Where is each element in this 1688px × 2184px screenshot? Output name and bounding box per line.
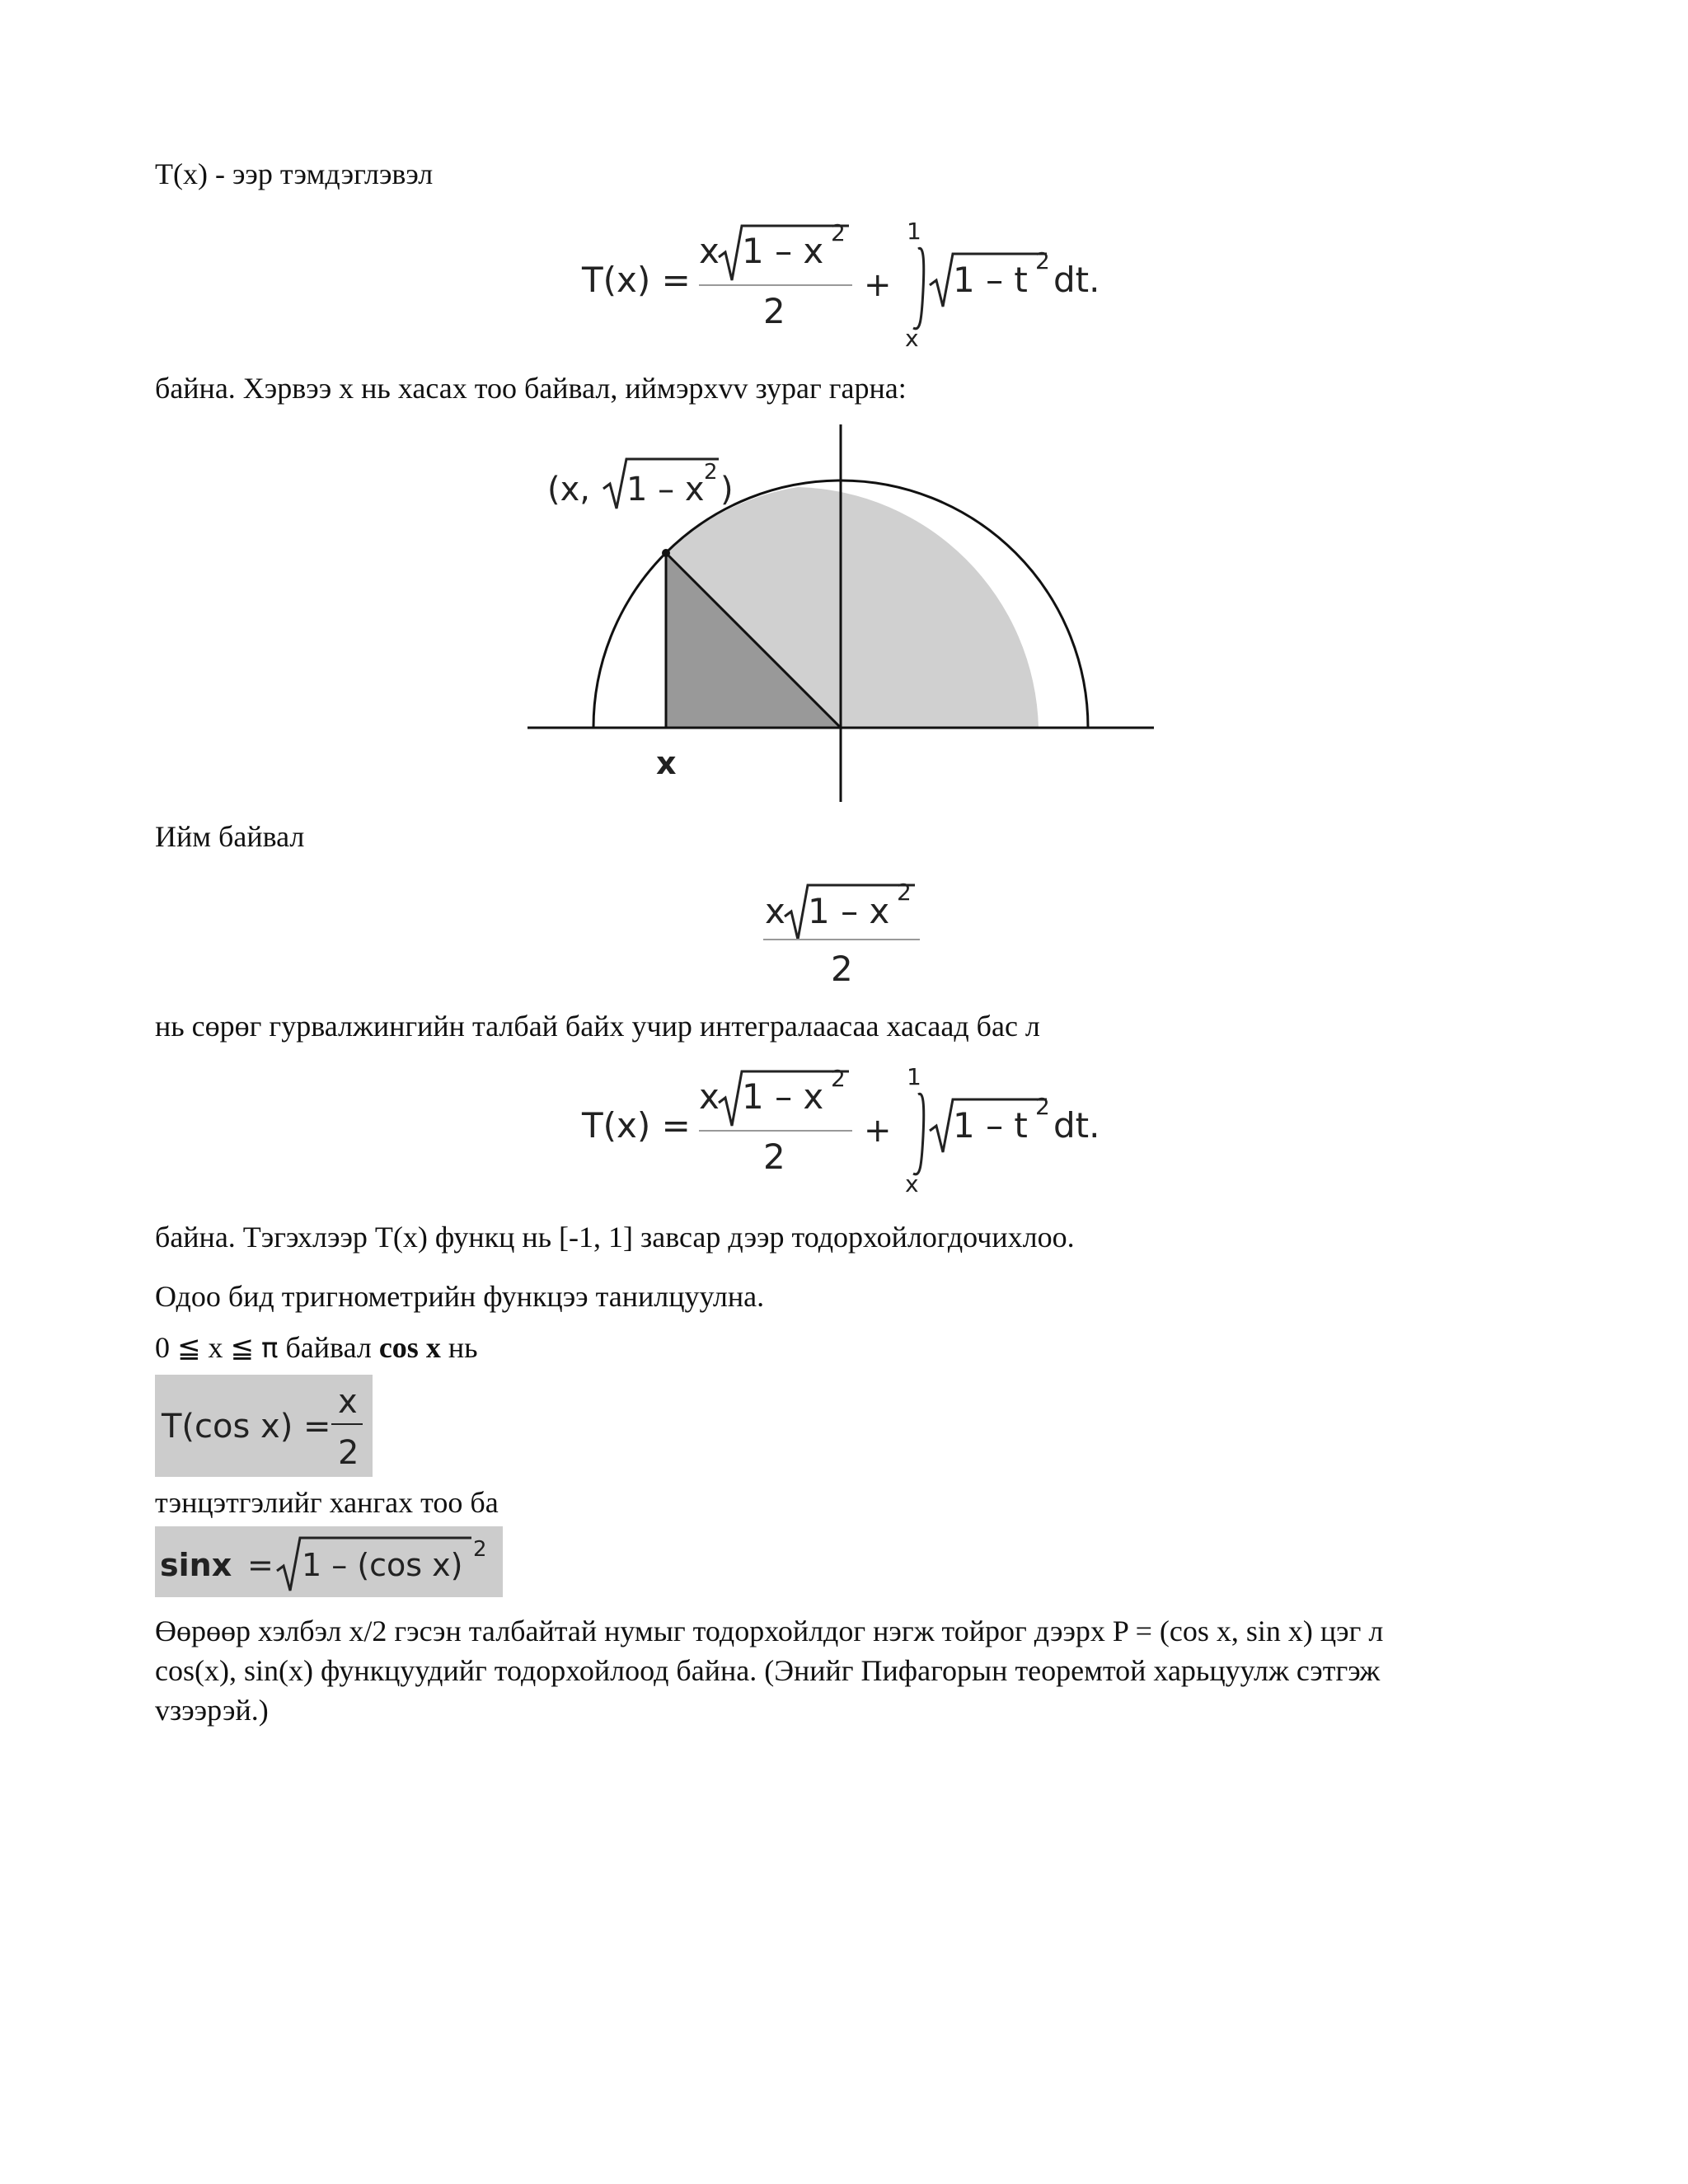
line7-mid: байвал bbox=[285, 1331, 372, 1364]
semicircle-figure bbox=[528, 416, 1154, 804]
formula1-lower-limit: x bbox=[905, 325, 919, 348]
formula2-exponent: 2 bbox=[897, 879, 912, 906]
formula1-int-radicand: 1 – t bbox=[953, 260, 1028, 300]
formula1b-integral-sign bbox=[913, 1094, 924, 1174]
point-label-radicand: 1 – x bbox=[626, 471, 705, 509]
point-marker bbox=[662, 549, 670, 557]
formula1b-dt: dt. bbox=[1053, 1105, 1100, 1146]
formula4-radicand: 1 – (cos x) bbox=[302, 1547, 463, 1583]
x-axis-label: x bbox=[656, 745, 677, 781]
formula1-integral-sign bbox=[913, 248, 924, 328]
text-line-11: vзээрэй.) bbox=[155, 1694, 269, 1727]
formula1b-num-x: x bbox=[699, 1076, 720, 1117]
text-line-2: байна. Хэрвээ x нь хасах тоо байвал, иймэрхvv зураг гарна: bbox=[155, 372, 907, 405]
formula1-lhs: T(x) = bbox=[582, 260, 691, 300]
line7-end: нь bbox=[448, 1331, 478, 1364]
formula1b-num-radicand: 1 – x bbox=[742, 1076, 824, 1117]
formula1b-lhs: T(x) = bbox=[582, 1105, 691, 1146]
formula-t-of-x-2 bbox=[569, 1062, 1113, 1193]
x-var: x bbox=[208, 1331, 223, 1364]
formula-sinx bbox=[155, 1526, 503, 1597]
text-line-5: байна. Тэгэхлээр T(x) функц нь [-1, 1] завсар дээр тодорхойлогдочихлоо. bbox=[155, 1221, 1075, 1254]
text-line-8: тэнцэтгэлийг хангах тоо ба bbox=[155, 1486, 499, 1519]
formula-fraction-2 bbox=[758, 872, 940, 996]
formula1-num-exponent: 2 bbox=[831, 219, 846, 246]
formula4-lhs: sinx bbox=[160, 1547, 232, 1583]
formula1-dt: dt. bbox=[1053, 260, 1100, 300]
formula1b-int-exponent: 2 bbox=[1035, 1093, 1050, 1120]
text-line-4: нь сөрөг гурвалжингийн талбай байх учир интегралаасаа хасаад бас л bbox=[155, 1010, 1040, 1043]
leq-symbol-1: ≦ bbox=[177, 1332, 201, 1365]
formula1b-plus: + bbox=[864, 1112, 892, 1150]
text-line-10: cos(x), sin(x) функцуудийг тодорхойлоод байна. (Энийг Пифагорын теоремтой харьцуулж сэтгэж bbox=[155, 1654, 1381, 1687]
point-label-open: (x, bbox=[547, 471, 590, 509]
formula1-plus: + bbox=[864, 266, 892, 304]
formula1-int-exponent: 2 bbox=[1035, 247, 1050, 274]
formula1-num-radicand: 1 – x bbox=[742, 231, 824, 271]
formula2-num-x: x bbox=[765, 891, 785, 931]
line7-bold: cos x bbox=[378, 1331, 441, 1364]
formula1b-den: 2 bbox=[763, 1137, 785, 1177]
zero: 0 bbox=[155, 1331, 170, 1364]
formula1b-int-radicand: 1 – t bbox=[953, 1105, 1028, 1146]
text-line-3: Ийм байвал bbox=[155, 820, 305, 853]
formula1b-upper-limit: 1 bbox=[907, 1063, 921, 1090]
point-label-exponent: 2 bbox=[704, 460, 718, 485]
formula1b-num-exponent: 2 bbox=[831, 1065, 846, 1092]
formula2-den: 2 bbox=[831, 949, 853, 989]
formula-t-cos bbox=[155, 1375, 373, 1477]
formula3-den: 2 bbox=[338, 1434, 359, 1472]
formula1-upper-limit: 1 bbox=[907, 218, 921, 245]
formula3-lhs: T(cos x) = bbox=[162, 1408, 331, 1446]
text-line-9: Өөрөөр хэлбэл x/2 гэсэн талбайтай нумыг тодорхойлдог нэгж тойрог дээрх P = (cos x, sin x) цэг л bbox=[155, 1615, 1384, 1647]
formula1b-lower-limit: x bbox=[905, 1170, 919, 1193]
leq-symbol-2: ≦ bbox=[230, 1332, 254, 1365]
formula4-exponent: 2 bbox=[473, 1537, 487, 1562]
formula-t-of-x-1 bbox=[569, 216, 1113, 348]
text-line-7 bbox=[155, 1329, 478, 1367]
formula3-num: x bbox=[338, 1383, 358, 1421]
formula2-radicand: 1 – x bbox=[808, 891, 890, 931]
pi-symbol: π bbox=[261, 1332, 279, 1365]
formula1-num-x: x bbox=[699, 231, 720, 271]
formula1-den: 2 bbox=[763, 291, 785, 331]
text-line-6: Одоо бид тригнометрийн функцээ танилцуулна. bbox=[155, 1280, 765, 1313]
point-label-close: ) bbox=[720, 471, 734, 509]
text-line-1: T(x) - ээр тэмдэглэвэл bbox=[155, 157, 434, 190]
formula4-eq: = bbox=[247, 1547, 274, 1583]
